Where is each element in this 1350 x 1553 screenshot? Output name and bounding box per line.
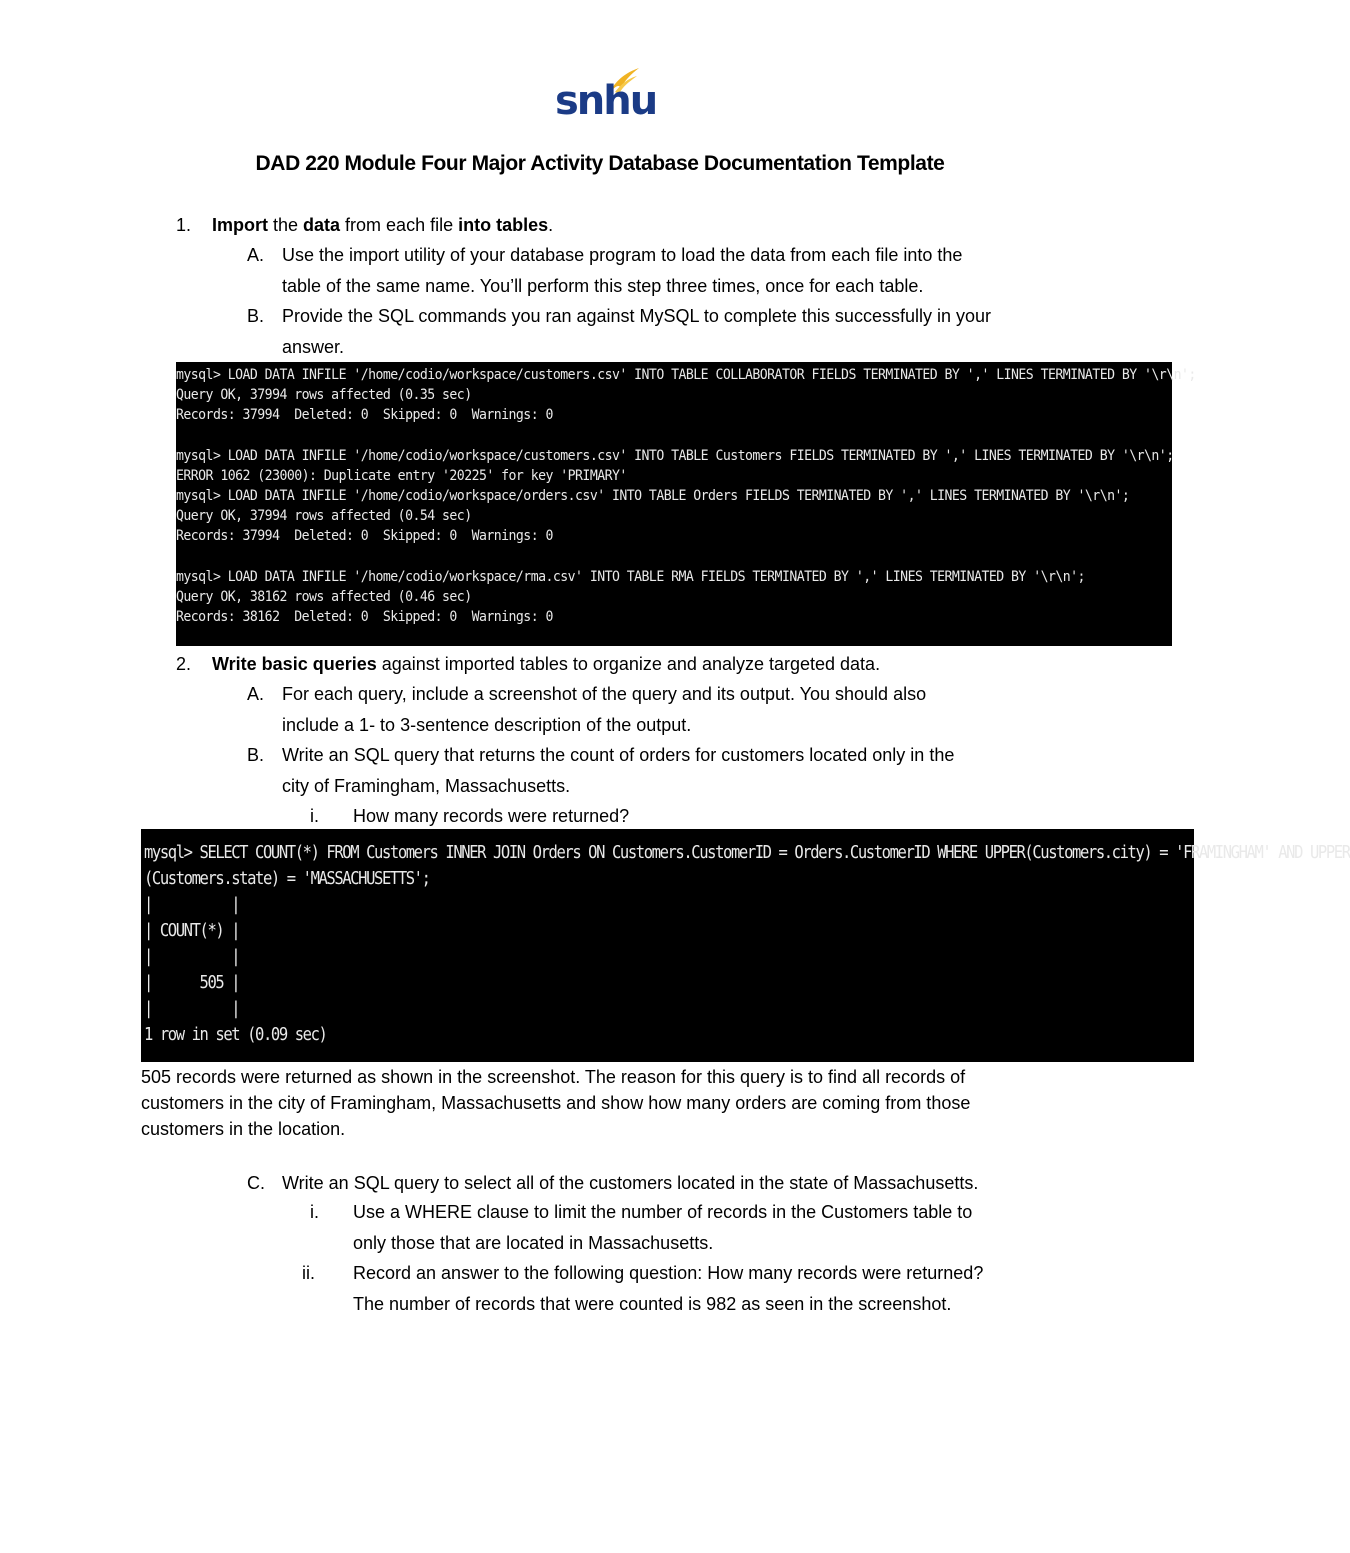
item-2b-line: city of Framingham, Massachusetts. (282, 776, 571, 796)
heading-word: data (303, 215, 341, 235)
snhu-logo (555, 66, 657, 124)
terminal-line: mysql> SELECT COUNT(*) FROM Customers INNER JOIN Orders ON Customers.CustomerID = Orders.CustomerID WHERE UPPER(Customers.city) = 'FRAMINGHAM' AND UPPER (144, 842, 1350, 863)
item-2b-i-marker: i. (310, 806, 319, 826)
answer-line: 505 records were returned as shown in the screenshot. The reason for this query is to find all records of (141, 1067, 966, 1087)
heading-word: Import (212, 215, 268, 235)
terminal-line: | COUNT(*) | (144, 920, 240, 941)
heading-word: the (268, 215, 304, 235)
logo-wordmark: snhu (555, 78, 657, 124)
item-1a-marker: A. (247, 245, 265, 265)
terminal-line: Query OK, 37994 rows affected (0.35 sec) (176, 387, 472, 404)
terminal-line: Records: 37994 Deleted: 0 Skipped: 0 Warnings: 0 (176, 407, 553, 424)
terminal-line: mysql> LOAD DATA INFILE '/home/codio/workspace/customers.csv' INTO TABLE COLLABORATOR FIELDS TERMINATED BY ',' LINES TERMINATED BY '\r\n'; (176, 367, 1196, 384)
item-2a-line: include a 1- to 3-sentence description of the output. (282, 715, 692, 735)
item-c-marker: C. (247, 1173, 265, 1193)
item-2a-line: For each query, include a screenshot of the query and its output. You should also (282, 684, 927, 704)
terminal-line: mysql> LOAD DATA INFILE '/home/codio/workspace/orders.csv' INTO TABLE Orders FIELDS TERMINATED BY ',' LINES TERMINATED BY '\r\n'; (176, 488, 1130, 505)
item-c-i-line: Use a WHERE clause to limit the number of records in the Customers table to (353, 1202, 973, 1222)
section-2-heading (212, 652, 880, 676)
item-2a-marker: A. (247, 684, 265, 704)
terminal-line: Query OK, 38162 rows affected (0.46 sec) (176, 589, 472, 606)
item-2b-line: Write an SQL query that returns the count of orders for customers located only in the (282, 745, 955, 765)
terminal-line: | 505 | (144, 972, 240, 993)
terminal-line: ERROR 1062 (23000): Duplicate entry '20225' for key 'PRIMARY' (176, 468, 627, 485)
terminal-line: (Customers.state) = 'MASSACHUSETTS'; (144, 868, 430, 889)
terminal-line: | | (144, 894, 240, 915)
item-1a-line: table of the same name. You’ll perform this step three times, once for each table. (282, 276, 924, 296)
answer-line: customers in the location. (141, 1119, 346, 1139)
item-c-i-marker: i. (310, 1202, 319, 1222)
item-c-ii-marker: ii. (302, 1263, 315, 1283)
terminal-line: | | (144, 998, 240, 1019)
section-1-number: 1. (176, 215, 192, 235)
item-1a-line: Use the import utility of your database program to load the data from each file into the (282, 245, 963, 265)
item-2b-i-text: How many records were returned? (353, 806, 630, 826)
terminal-line: Records: 37994 Deleted: 0 Skipped: 0 Warnings: 0 (176, 528, 553, 545)
section-2-number: 2. (176, 654, 192, 674)
heading-word: into tables (458, 215, 549, 235)
heading-rest: against imported tables to organize and analyze targeted data. (376, 654, 881, 674)
answer-line: customers in the city of Framingham, Massachusetts and show how many orders are coming from those (141, 1093, 971, 1113)
terminal-screenshot-load-data (176, 362, 1196, 646)
section-1-heading (212, 213, 553, 237)
terminal-line: mysql> LOAD DATA INFILE '/home/codio/workspace/customers.csv' INTO TABLE Customers FIELDS TERMINATED BY ',' LINES TERMINATED BY '\r\n'; (176, 448, 1174, 465)
item-1b-marker: B. (247, 306, 265, 326)
item-c-ii-answer: The number of records that were counted is 982 as seen in the screenshot. (353, 1294, 952, 1314)
terminal-line: Query OK, 37994 rows affected (0.54 sec) (176, 508, 472, 525)
terminal-line: 1 row in set (0.09 sec) (144, 1024, 327, 1045)
terminal-screenshot-count-query (141, 829, 1350, 1062)
item-c-ii-line: Record an answer to the following question: How many records were returned? (353, 1263, 984, 1283)
heading-word: from each file (340, 215, 459, 235)
item-c-i-line: only those that are located in Massachusetts. (353, 1233, 714, 1253)
document-title: DAD 220 Module Four Major Activity Database Documentation Template (255, 152, 945, 175)
heading-bold: Write basic queries (212, 654, 377, 674)
answer-paragraph (141, 1064, 1061, 1142)
item-2b-marker: B. (247, 745, 265, 765)
item-1b-line: answer. (282, 337, 345, 357)
item-c-line: Write an SQL query to select all of the customers located in the state of Massachusetts. (282, 1173, 979, 1193)
heading-word: . (548, 215, 554, 235)
item-1b-line: Provide the SQL commands you ran against MySQL to complete this successfully in your (282, 306, 991, 326)
terminal-line: Records: 38162 Deleted: 0 Skipped: 0 Warnings: 0 (176, 609, 553, 626)
terminal-line: mysql> LOAD DATA INFILE '/home/codio/workspace/rma.csv' INTO TABLE RMA FIELDS TERMINATED BY ',' LINES TERMINATED BY '\r\n'; (176, 569, 1085, 586)
terminal-line: | | (144, 946, 240, 967)
